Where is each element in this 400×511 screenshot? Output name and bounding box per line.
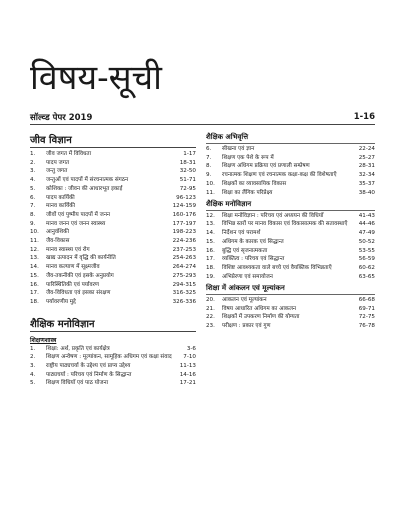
entry-pages: 69-71 <box>358 305 375 312</box>
toc-entry[interactable] <box>206 172 375 179</box>
entry-title: शिक्षकों का व्यावसायिक विकास <box>222 180 287 187</box>
toc-entry[interactable] <box>206 221 375 228</box>
entry-title: अभिप्रेरणा एवं समायोजन <box>222 273 273 280</box>
toc-list-pedagogy <box>30 346 196 388</box>
entry-title: शिक्षा मनोविज्ञान : परिचय एवं अध्ययन की विधियाँ <box>222 212 324 219</box>
entry-pages: 224-236 <box>172 238 196 245</box>
section-heading-edu-psych-right: शैक्षिक मनोविज्ञान <box>206 200 375 211</box>
entry-pages: 96-123 <box>176 194 196 201</box>
entry-title: पारिस्थितिकी एवं पर्यावरण <box>46 281 99 288</box>
entry-number: 23. <box>206 322 215 329</box>
entry-pages: 44-46 <box>358 221 375 228</box>
toc-entry[interactable] <box>206 213 375 220</box>
toc-entry[interactable] <box>206 274 375 281</box>
entry-number: 3. <box>30 363 36 370</box>
page-title: विषय-सूची <box>30 58 162 98</box>
entry-pages: 76-78 <box>358 322 375 329</box>
toc-entry[interactable] <box>206 297 375 304</box>
entry-pages: 3-6 <box>186 345 196 352</box>
entry-pages: 237-253 <box>172 246 196 253</box>
entry-number: 7. <box>206 154 212 161</box>
toc-entry[interactable] <box>30 346 196 353</box>
entry-number: 6. <box>30 194 36 201</box>
entry-title: पादप जगत <box>46 159 70 166</box>
entry-pages: 60-62 <box>358 264 375 271</box>
entry-pages: 66-68 <box>358 296 375 303</box>
entry-title: आनुवंशिकी <box>46 229 69 236</box>
entry-pages: 198-223 <box>172 229 196 236</box>
toc-entry[interactable] <box>206 163 375 170</box>
entry-title: अधिगम के कारक एवं सिद्धान्त <box>222 238 284 245</box>
entry-title: निर्देशन एवं परामर्श <box>222 230 261 237</box>
entry-number: 11. <box>30 238 39 245</box>
entry-title: खाद्य उत्पादन में वृद्धि की कार्यनीति <box>46 255 116 262</box>
toc-entry[interactable] <box>206 155 375 162</box>
entry-number: 1. <box>30 151 36 157</box>
entry-title: आकलन एवं मूल्यांकन <box>222 296 267 303</box>
entry-pages: 50-52 <box>358 238 375 245</box>
toc-entry[interactable] <box>206 181 375 188</box>
entry-title: जन्तुओं एवं पादपों में संरचनात्मक संगठन <box>46 177 129 184</box>
entry-title: बुद्धि एवं सृजनात्मकता <box>222 247 268 254</box>
entry-title: शिक्षण अन्वेषण : मूल्यांकन, सामूहिक अधिगम एवं कक्षा संवाद <box>46 354 172 361</box>
entry-pages: 28-31 <box>358 163 375 170</box>
toc-entry[interactable] <box>30 255 196 262</box>
entry-title: शिक्षण अधिगम प्रक्रिया एवं प्रणाली सम्प्रेषण <box>222 163 310 170</box>
entry-number: 4. <box>30 371 36 378</box>
entry-number: 15. <box>206 238 215 245</box>
toc-list-assessment <box>206 297 375 330</box>
entry-title: परीक्षण : प्रकार एवं गुण <box>222 322 271 329</box>
entry-number: 18. <box>206 264 215 271</box>
entry-number: 11. <box>206 189 215 196</box>
entry-title: मानव कल्याण में सूक्ष्मजीव <box>46 264 100 271</box>
entry-title: जैव-विकास <box>46 238 70 245</box>
entry-title: शिक्षकों में उपकरण निर्माण की योग्यता <box>222 314 300 321</box>
entry-number: 18. <box>30 298 39 305</box>
entry-title: शिक्षण एक पेशे के रूप में <box>222 154 274 161</box>
toc-entry[interactable] <box>30 372 196 379</box>
entry-pages: 160-176 <box>172 211 196 218</box>
entry-title: राष्ट्रीय पाठ्यचर्या के उद्देश्य एवं प्राप्य उद्देश्य <box>46 363 131 370</box>
entry-number: 15. <box>30 272 39 279</box>
section-heading-biology: जीव विज्ञान <box>30 132 196 148</box>
entry-pages: 264-274 <box>172 264 196 271</box>
toc-entry[interactable] <box>30 229 196 236</box>
entry-title: विशिष्ट आवश्यकता वाले बच्चे एवं वैयक्तिक विभिन्नताएँ <box>222 264 332 271</box>
section-heading-assessment: शिक्षा में आंकलन एवं मूल्यांकन <box>206 284 375 295</box>
entry-number: 2. <box>30 159 36 166</box>
entry-number: 17. <box>206 256 215 263</box>
entry-number: 3. <box>30 168 36 175</box>
entry-number: 10. <box>206 180 215 187</box>
toc-entry[interactable] <box>30 151 196 158</box>
entry-title: शिक्षा का लैंगिक परिप्रेक्ष्य <box>222 189 273 196</box>
entry-pages: 177-197 <box>172 220 196 227</box>
toc-entry[interactable] <box>206 239 375 246</box>
entry-title: पादप कार्यिकी <box>46 194 75 201</box>
toc-entry[interactable] <box>206 230 375 237</box>
entry-pages: 51-71 <box>179 177 196 184</box>
entry-number: 8. <box>30 211 36 218</box>
entry-pages: 17-21 <box>179 380 196 387</box>
entry-title: सीखना एवं ज्ञान <box>222 146 255 152</box>
entry-title: कोशिका : जीवन की आधारभूत इकाई <box>46 185 123 192</box>
entry-pages: 72-95 <box>179 185 196 192</box>
toc-entry[interactable] <box>30 177 196 184</box>
entry-title: पर्यावरणीय मुद्दे <box>46 298 76 305</box>
entry-title: मानव कार्यिकी <box>46 203 75 210</box>
entry-pages: 35-37 <box>358 180 375 187</box>
toc-list-edu-aptitude <box>206 146 375 197</box>
entry-title: शिक्षण विधियाँ एवं पाठ योजना <box>46 380 109 387</box>
toc-entry[interactable] <box>206 314 375 321</box>
entry-pages: 254-263 <box>172 255 196 262</box>
entry-title: मानव स्वास्थ्य एवं रोग <box>46 246 90 253</box>
entry-title: विषय आधारित अधिगम का आकलन <box>222 305 296 312</box>
entry-title: जीवों एवं पुष्पीय पादपों में जनन <box>46 211 111 218</box>
entry-title: मानव जनन एवं जनन स्वास्थ्य <box>46 220 106 227</box>
toc-entry[interactable] <box>206 306 375 313</box>
toc-entry[interactable] <box>206 190 375 197</box>
entry-number: 8. <box>206 163 212 170</box>
solved-paper-label: सॉल्व्ड पेपर 2019 <box>30 113 93 123</box>
entry-title: शिक्षा: अर्थ, प्रकृति एवं कार्यक्षेत्र <box>46 345 110 352</box>
entry-number: 13. <box>206 221 215 228</box>
entry-pages: 275-293 <box>172 272 196 279</box>
entry-pages: 63-65 <box>358 273 375 280</box>
entry-pages: 18-31 <box>179 159 196 166</box>
toc-entry[interactable] <box>30 380 196 387</box>
entry-title: विभिन्न स्तरों पर मानव विकास एवं विकासात्मक की सतावस्थाएँ <box>222 221 348 228</box>
toc-list-edu-psych <box>206 213 375 281</box>
entry-pages: 7-10 <box>183 354 196 361</box>
entry-title: जैव-तकनीकी एवं इसके अनुप्रयोग <box>46 272 114 279</box>
entry-number: 13. <box>30 255 39 262</box>
entry-pages: 294-315 <box>172 281 196 288</box>
subheading-pedagogy: शिक्षणशास्त्र <box>30 336 57 344</box>
toc-entry[interactable] <box>30 160 196 167</box>
entry-number: 14. <box>206 230 215 237</box>
toc-entry[interactable] <box>30 195 196 202</box>
entry-number: 7. <box>30 203 36 210</box>
entry-title: जीव जगत में विविधता <box>46 151 92 157</box>
entry-pages: 47-49 <box>358 230 375 237</box>
entry-number: 19. <box>206 273 215 280</box>
toc-entry[interactable] <box>30 363 196 370</box>
entry-pages: 1-17 <box>183 151 196 157</box>
entry-number: 2. <box>30 354 36 361</box>
entry-pages: 22-24 <box>358 146 375 152</box>
entry-number: 4. <box>30 177 36 184</box>
entry-number: 20. <box>206 296 215 303</box>
entry-number: 17. <box>30 290 39 297</box>
toc-entry[interactable] <box>206 248 375 255</box>
entry-pages: 32-50 <box>179 168 196 175</box>
left-column <box>30 130 196 389</box>
toc-list-biology <box>30 151 196 306</box>
toc-entry[interactable] <box>206 256 375 263</box>
entry-pages: 72-75 <box>358 314 375 321</box>
entry-title: जन्तु जगत <box>46 168 68 175</box>
toc-entry[interactable] <box>30 299 196 306</box>
entry-number: 22. <box>206 314 215 321</box>
toc-entry[interactable] <box>30 264 196 271</box>
entry-pages: 25-27 <box>358 154 375 161</box>
entry-number: 14. <box>30 264 39 271</box>
entry-number: 12. <box>206 212 215 219</box>
entry-pages: 124-159 <box>172 203 196 210</box>
section-heading-edu-aptitude: शैक्षिक अभिवृत्ति <box>206 133 375 144</box>
entry-number: 5. <box>30 185 36 192</box>
toc-entry[interactable] <box>30 247 196 254</box>
entry-number: 10. <box>30 229 39 236</box>
divider <box>30 124 375 125</box>
entry-pages: 11-13 <box>179 363 196 370</box>
solved-paper-pages: 1-16 <box>353 112 375 122</box>
entry-number: 9. <box>30 220 36 227</box>
entry-pages: 53-55 <box>358 247 375 254</box>
entry-number: 16. <box>30 281 39 288</box>
toc-entry[interactable] <box>30 203 196 210</box>
entry-pages: 41-43 <box>358 212 375 219</box>
entry-number: 21. <box>206 305 215 312</box>
entry-pages: 316-325 <box>172 290 196 297</box>
entry-title: जैव-विविधता एवं इसका संरक्षण <box>46 290 111 297</box>
toc-entry[interactable] <box>30 354 196 361</box>
section-heading-edu-psych: शैक्षिक मनोविज्ञान <box>30 316 196 332</box>
toc-entry[interactable] <box>30 290 196 297</box>
entry-title: व्यक्तित्व : परिचय एवं सिद्धान्त <box>222 256 285 263</box>
entry-pages: 32-34 <box>358 172 375 179</box>
entry-number: 16. <box>206 247 215 254</box>
toc-entry[interactable] <box>30 238 196 245</box>
entry-number: 6. <box>206 146 212 152</box>
entry-number: 9. <box>206 172 212 179</box>
entry-number: 1. <box>30 345 36 352</box>
toc-entry[interactable] <box>30 273 196 280</box>
toc-entry[interactable] <box>206 146 375 153</box>
entry-pages: 14-16 <box>179 371 196 378</box>
toc-entry[interactable] <box>30 212 196 219</box>
entry-pages: 38-40 <box>358 189 375 196</box>
toc-entry[interactable] <box>30 186 196 193</box>
entry-number: 5. <box>30 380 36 387</box>
toc-entry[interactable] <box>30 221 196 228</box>
solved-paper-row[interactable] <box>30 112 375 123</box>
right-column <box>206 130 375 332</box>
toc-entry[interactable] <box>206 265 375 272</box>
entry-pages: 56-59 <box>358 256 375 263</box>
toc-entry[interactable] <box>30 168 196 175</box>
toc-entry[interactable] <box>206 323 375 330</box>
entry-title: रचनात्मक शिक्षण एवं रचनात्मक कक्षा-कक्ष की विशेषताएँ <box>222 172 337 179</box>
toc-entry[interactable] <box>30 282 196 289</box>
entry-number: 12. <box>30 246 39 253</box>
entry-pages: 326-336 <box>172 298 196 305</box>
entry-title: पाठ्यचर्या : परिचय एवं निर्माण के सिद्धान्त <box>46 371 132 378</box>
